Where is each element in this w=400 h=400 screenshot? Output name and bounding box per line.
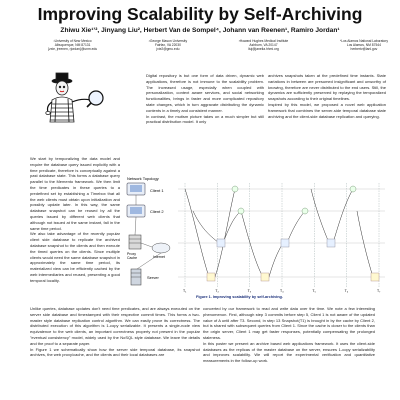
- timeline-label: T₂: [215, 289, 219, 293]
- mime-photo: [34, 70, 122, 130]
- client1-node: [127, 183, 145, 195]
- internet-label: Internet: [153, 255, 165, 259]
- timeline-label: T₁: [183, 289, 187, 293]
- timeline-label: T₅: [312, 289, 316, 293]
- network-topology-label: Network Topology: [127, 176, 159, 181]
- timeline-label: T₆: [344, 289, 349, 293]
- poster-title: Improving Scalability by Self-Archiving: [37, 4, 363, 24]
- proxy-cache-label: Proxy Cache: [127, 252, 138, 260]
- timeline-label: T₃: [247, 289, 252, 293]
- intro-text-middle: Digital repository is but one form of data driven, dynamic web applications, therefore is not immune to the scalability problem. The increased usage, especially when coupled with personalization, context aware services, and social networking functionalities, brings in faster and more complicated repository state changes, which in turn aggravate distributing the dynamic contents in a timely and consistent manner. In contrast, the mutism picture takes on a much simpler but still practical distribution model. It only: [146, 73, 264, 125]
- timeline-label: T₇: [377, 289, 381, 293]
- figure-1: [123, 173, 393, 293]
- proxy-cache-node: [129, 235, 141, 249]
- affiliations: [48, 39, 388, 51]
- figure-caption: Figure 1. Improving scalability by self-archiving.: [196, 295, 283, 299]
- body-text-bottom-left: Unlike queries, database updates don't need time predicates, and are always executed on the server side database and timestamped with their respective commit times. This forms a two-master style database replication control algorithm. We can easily prove its correctness. The distributed execution of this algorithm is 1-copy serializable. It presents a single-node view equivalence to the web clients, an important correctness property not present in the popular "eventual consistency" model, widely used by the NoSQL style database. We leave the details and the proof to a separate paper. In Figure 1 we schematically show how the server side temporal database, its snapshot archives, the web proxy/cache, and the clients and their local databases are: [30, 306, 200, 358]
- client2-node: [127, 205, 145, 217]
- timeline-label: T₄: [280, 289, 284, 293]
- client1-label: Client 1: [150, 188, 164, 193]
- author-list: Zhiwu Xie¹ʼ², Jinyang Liu², Herbert Van de Sompel⁴, Johann van Reenen¹, Ramiro Jordan¹: [60, 27, 340, 34]
- client2-label: Client 2: [150, 209, 164, 214]
- affiliation-gmu: ²George Mason University Fairfax, VA 22030 jxie2@gmu.edu: [148, 39, 188, 51]
- body-text-left: We start by temporalizing the data model and require the database query issued explicitly with a time predicate, therefore is conceptually against a past database state. This forms a database query parallel to the Memento framework. We then limit the time predicates in these queries to a predefined set by establishing a Timebox that all the web clients must obtain upon initialization and possibly update later. In this way, the same database snapshot can be reused by all the queries issued by different web clients that although not issued at the same instant, fall in the same time period. We also take advantage of the recently popular client side database to replicate the archived database snapshot to the clients and then execute the timed queries on the clients. Since multiple clients would need the same database snapshot in approximately the same time period, its materialized view can be efficiently cached by the web intermediaries and reused, presenting a good temporal locality.: [30, 156, 120, 283]
- mime-illustration: [34, 70, 122, 130]
- internet-cloud: [152, 243, 170, 253]
- affiliation-hhmi: ³Howard Hughes Medical Institute Ashburn, VA 20147 liuj@janelia.hhmi.org: [238, 39, 289, 51]
- affiliation-lanl: ⁴Los Alamos National Laboratory Los Alamos, NM 87544 herbertv@lanl.gov: [339, 39, 388, 51]
- body-text-bottom-right: concerted by our framework to read and write data over the time. We note a few interesting phenomenon. First, although step 3 commits before step 5, Client 1 is not aware of the updated value of A until after T3. Second, in step 13 Snapshot(T1) is brought in by the cache by Client 2, but is shared with subsequent queries from Client 1. Since the cache is closer to the clients than the origin server, Client 1 may get faster responses, potentially compensating the prolonged staleness. In this poster we present an archive based web applications framework. It uses the client-side databases as the replicas of the master database on the server, ensures 1-copy serializability and improves scalability. We will report the experimental verification and quantitative measurements in the follow-up work.: [203, 306, 375, 364]
- server-node: [131, 269, 141, 285]
- affiliation-unm: ¹University of New Mexico Albuquerque, NM 87131 {zxie, jreenen, rjordan}@unm.edu: [48, 39, 98, 51]
- intro-text-right: archives snapshots taken at the predefined time instants. State variations in between are presumed insignificant and unworthy of knowing, therefore are never distributed to the end users. Still, the dynamics are sufficiently preserved by replaying the temporalized snapshots according to their original timelines. Inspired by this model, we proposed a novel web application framework that combines the server-side temporal database state archiving and the client-side database replication and querying.: [268, 73, 386, 119]
- self-archiving-diagram: [123, 173, 393, 293]
- server-label: Server: [147, 275, 159, 280]
